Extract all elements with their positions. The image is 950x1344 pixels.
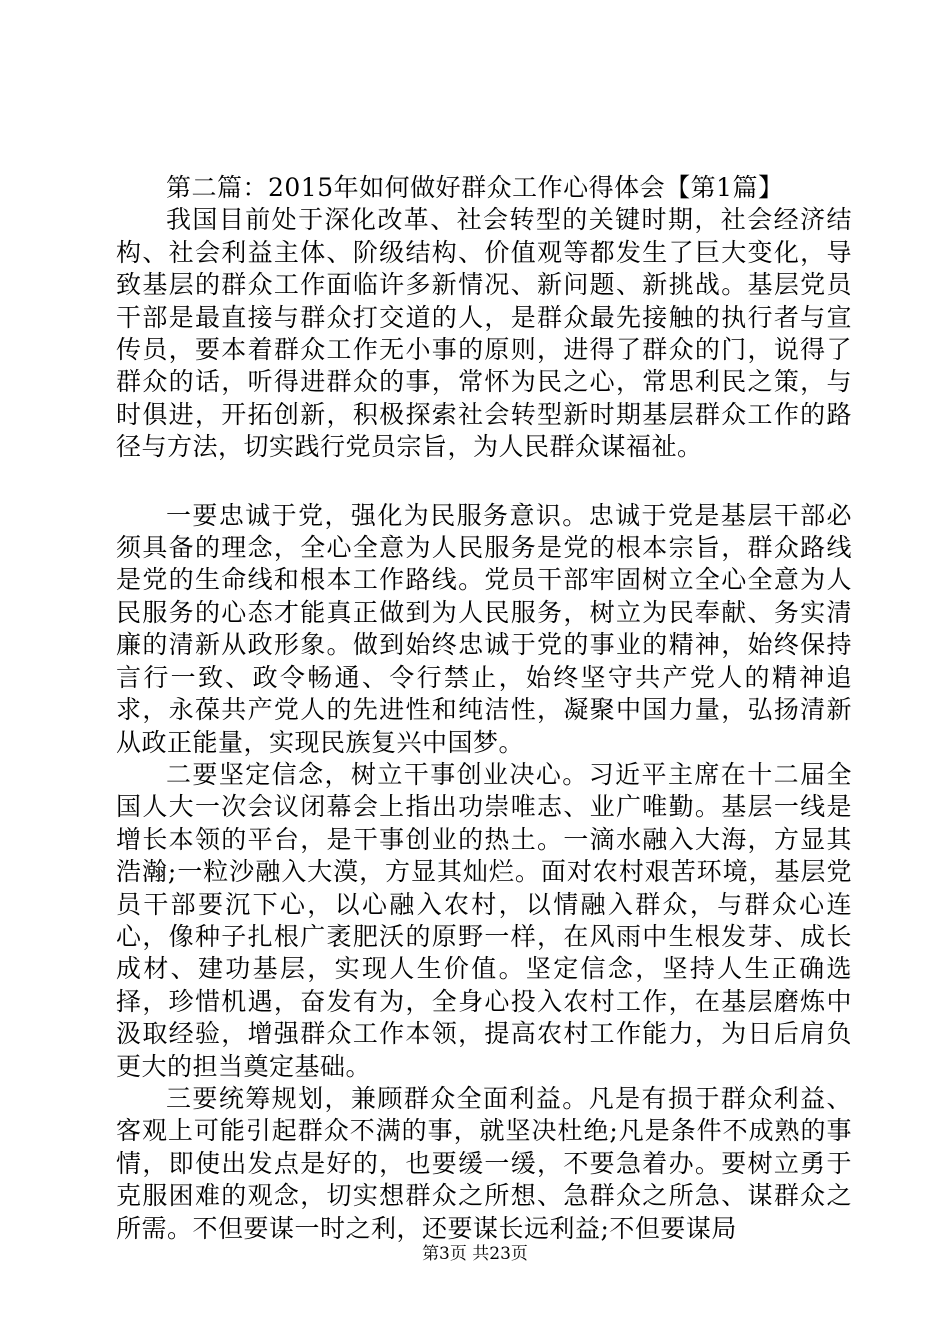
document-body — [116, 172, 852, 1245]
paragraph-point-three: 三要统筹规划，兼顾群众全面利益。凡是有损于群众利益、客观上可能引起群众不满的事，就坚决杜绝;凡是条件不成熟的事情，即使出发点是好的，也要缓一缓，不要急着办。要树立勇于克服困难的观念，切实想群众之所想、急群众之所急、谋群众之所需。不但要谋一时之利，还要谋长远利益;不但要谋局 — [116, 1083, 852, 1243]
paragraph-spacer — [116, 464, 852, 500]
paragraph-intro: 我国目前处于深化改革、社会转型的关键时期，社会经济结构、社会利益主体、阶级结构、价值观等都发生了巨大变化，导致基层的群众工作面临许多新情况、新问题、新挑战。基层党员干部是最直接与群众打交道的人，是群众最先接触的执行者与宣传员，要本着群众工作无小事的原则，进得了群众的门，说得了群众的话，听得进群众的事，常怀为民之心，常思利民之策，与时俱进，开拓创新，积极探索社会转型新时期基层群众工作的路径与方法，切实践行党员宗旨，为人民群众谋福祉。 — [116, 205, 852, 462]
page-footer — [0, 1243, 950, 1265]
paragraph-point-two: 二要坚定信念，树立干事创业决心。习近平主席在十二届全国人大一次会议闭幕会上指出功崇唯志、业广唯勤。基层一线是增长本领的平台，是干事创业的热土。一滴水融入大海，方显其浩瀚;一粒沙融入大漠，方显其灿烂。面对农村艰苦环境，基层党员干部要沉下心，以心融入农村，以情融入群众，与群众心连心，像种子扎根广袤肥沃的原野一样，在风雨中生根发芽、成长成材、建功基层，实现人生价值。坚定信念，坚持人生正确选择，珍惜机遇，奋发有为，全身心投入农村工作，在基层磨炼中汲取经验，增强群众工作本领，提高农村工作能力，为日后肩负更大的担当奠定基础。 — [116, 759, 852, 1081]
paragraph-point-one: 一要忠诚于党，强化为民服务意识。忠诚于党是基层干部必须具备的理念，全心全意为人民服务是党的根本宗旨，群众路线是党的生命线和根本工作路线。党员干部牢固树立全心全意为人民服务的心态才能真正做到为人民服务，树立为民奉献、务实清廉的清新从政形象。做到始终忠诚于党的事业的精神，始终保持言行一致、政令畅通、令行禁止，始终坚守共产党人的精神追求，永葆共产党人的先进性和纯洁性，凝聚中国力量，弘扬清新从政正能量，实现民族复兴中国梦。 — [116, 500, 852, 757]
page-number: 第3页 共23页 — [422, 1244, 528, 1264]
document-title: 第二篇：2015年如何做好群众工作心得体会【第1篇】 — [166, 173, 784, 202]
